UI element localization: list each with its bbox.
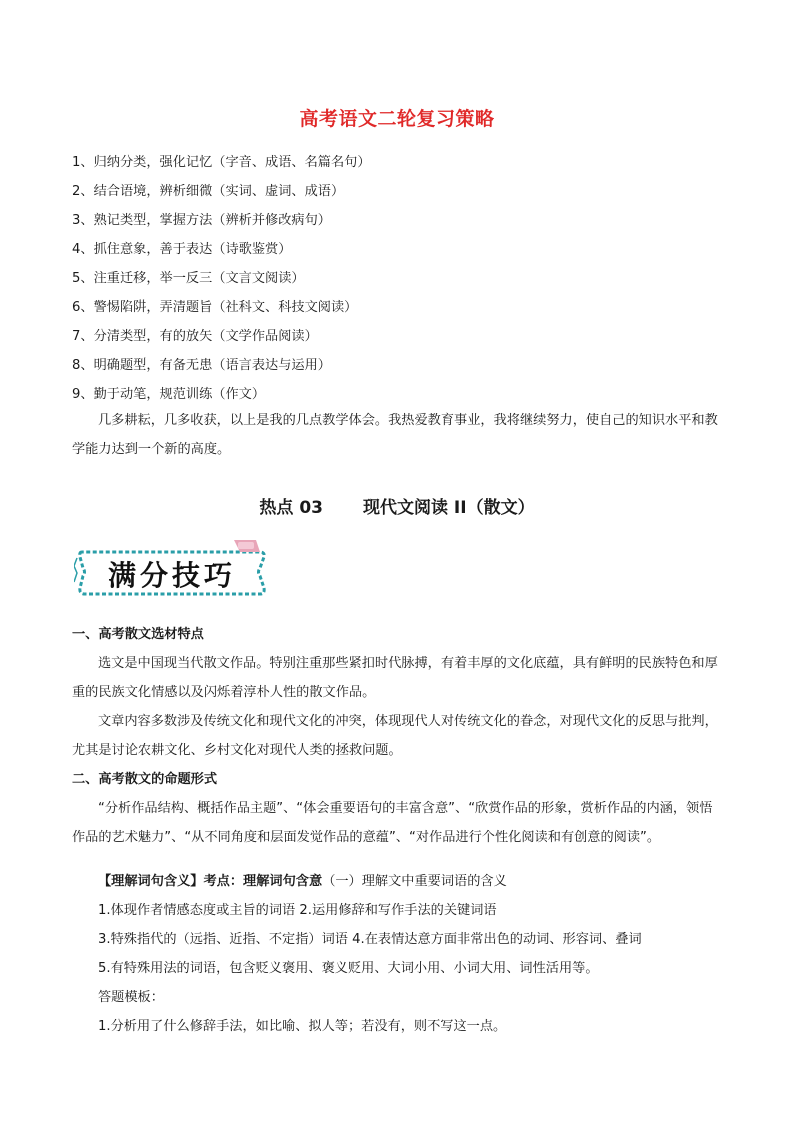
section-title <box>0 493 794 518</box>
part3-key-point: 考点：理解词句含意 <box>203 874 323 889</box>
list-item: 3、熟记类型，掌握方法（辨析并修改病句） <box>72 213 331 228</box>
page-title: 高考语文二轮复习策略 <box>299 108 495 130</box>
part1-paragraph-2: 文章内容多数涉及传统文化和现代文化的冲突，体现现代人对传统文化的眷念，对现代文化的反思与批判，尤其是讨论农耕文化、乡村文化对现代人类的拯救问题。 <box>72 714 718 758</box>
part3-subtitle: （一）理解文中重要词语的含义 <box>322 874 507 889</box>
part3-bracket-label: 【理解词句含义】 <box>98 874 204 889</box>
answer-template-label: 答题模板： <box>98 990 164 1005</box>
closing-paragraph: 几多耕耘，几多收获，以上是我的几点教学体会。我热爱教育事业，我将继续努力，使自己的知识水平和教学能力达到一个新的高度。 <box>72 413 718 457</box>
list-item: 7、分清类型，有的放矢（文学作品阅读） <box>72 329 318 344</box>
part3-line-3: 5.有特殊用法的词语，包含贬义褒用、褒义贬用、大词小用、小词大用、词性活用等。 <box>98 961 599 976</box>
badge-label: 满分技巧 <box>107 559 237 592</box>
list-item: 1、归纳分类，强化记忆（字音、成语、名篇名句） <box>72 155 371 170</box>
list-item: 2、结合语境，辨析细微（实词、虚词、成语） <box>72 184 345 199</box>
list-item: 4、抓住意象，善于表达（诗歌鉴赏） <box>72 242 292 257</box>
part1-heading: 一、高考散文选材特点 <box>72 627 204 642</box>
section-name: 现代文阅读 II（散文） <box>363 498 535 518</box>
part2-paragraph: “分析作品结构、概括作品主题”、“体会重要语句的丰富含意”、“欣赏作品的形象，赏析作品的内涵，领悟作品的艺术魅力”、“从不同角度和层面发觉作品的意蕴”、“对作品进行个性化阅读和有创意的阅读”。 <box>72 801 713 845</box>
answer-template-line-1: 1.分析用了什么修辞手法，如比喻、拟人等；若没有，则不写这一点。 <box>98 1019 507 1034</box>
list-item: 9、勤于动笔，规范训练（作文） <box>72 387 266 402</box>
part3-line-2: 3.特殊指代的（远指、近指、不定指）词语 4.在表情达意方面非常出色的动词、形容词、叠词 <box>98 932 642 947</box>
section-number: 热点 03 <box>259 498 323 518</box>
full-score-tips-badge <box>74 538 270 604</box>
part2-heading: 二、高考散文的命题形式 <box>72 772 218 787</box>
list-item: 8、明确题型，有备无患（语言表达与运用） <box>72 358 331 373</box>
part3-line-1: 1.体现作者情感态度或主旨的词语 2.运用修辞和写作手法的关键词语 <box>98 903 497 918</box>
list-item: 6、警惕陷阱，弄清题旨（社科文、科技文阅读） <box>72 300 358 315</box>
list-item: 5、注重迁移，举一反三（文言文阅读） <box>72 271 305 286</box>
strategy-list <box>72 148 732 409</box>
part1-paragraph-1: 选文是中国现当代散文作品。特别注重那些紧扣时代脉搏，有着丰厚的文化底蕴，具有鲜明的民族特色和厚重的民族文化情感以及闪烁着淳朴人性的散文作品。 <box>72 656 718 700</box>
badge-graphic <box>74 538 270 604</box>
part3-heading <box>72 867 724 896</box>
